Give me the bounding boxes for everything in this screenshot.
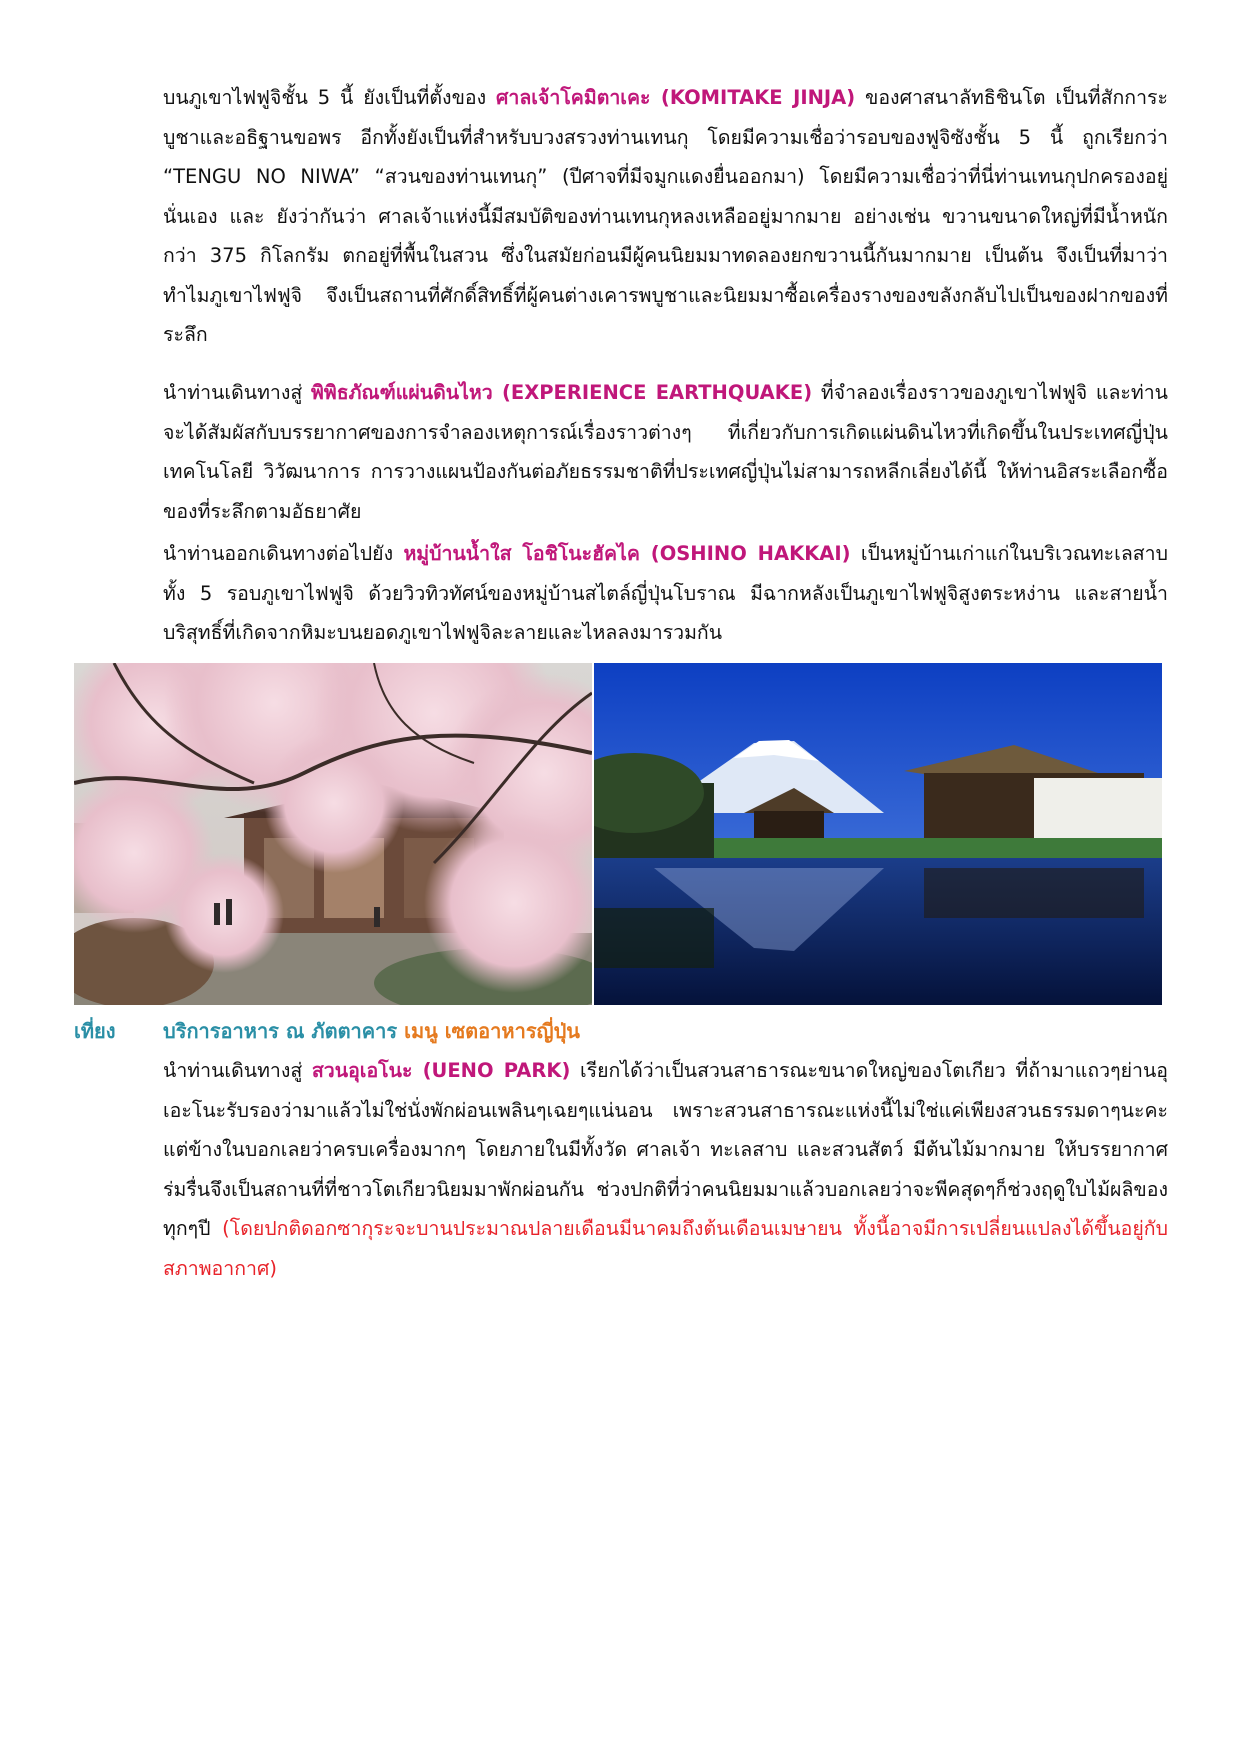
ueno-paragraph [163,1051,1168,1288]
komitake-intro: บนภูเขาไฟฟูจิชั้น 5 นี้ ยังเป็นที่ตั้งของ [163,86,496,109]
lunch-detail [163,1011,580,1051]
ueno-body: เรียกได้ว่าเป็นสวนสาธารณะขนาดใหญ่ของโตเกียว ที่ถ้ามาแถวๆย่านอุเอะโนะรับรองว่ามาแล้วไม่ใช่นั่งพักผ่อนเพลินๆเฉยๆแน่นอน เพราะสวนสาธารณะแห่งนี้ไม่ใช่แค่เพียงสวนธรรมดาๆนะคะ แต่ข้างในบอกเลยว่าครบเครื่องมากๆ โดยภายในมีทั้งวัด ศาลเจ้า ทะเลสาบ และสวนสัตว์ มีต้นไม้มากมาย ให้บรรยากาศร่มรื่นจึงเป็นสถานที่ที่ชาวโตเกียวนิยมมาพักผ่อนกัน ช่วงปกติที่ว่าคนนิยมมาแล้วบอกเลยว่าจะพีคสุดๆก็ช่วงฤดูใบไม้ผลิของทุกๆปี [163,1059,1169,1240]
sakura-note: (โดยปกติดอกซากุระจะบานประมาณปลายเดือนมีนาคมถึงต้นเดือนเมษายน ทั้งนี้อาจมีการเปลี่ยนแปลงได้ขึ้นอยู่กับสภาพอากาศ) [163,1217,1168,1280]
lunch-text: บริการอาหาร ณ ภัตตาคาร [163,1019,405,1043]
lunch-label: เที่ยง [74,1019,116,1043]
mount-fuji-pond-photo [594,663,1162,1005]
ueno-prefix: นำท่านเดินทางสู่ [163,1059,312,1082]
komitake-highlight: ศาลเจ้าโคมิตาเคะ (KOMITAKE JINJA) [496,86,856,109]
komitake-paragraph [163,78,1168,355]
earthquake-highlight: พิพิธภัณฑ์แผ่นดินไหว (EXPERIENCE EARTHQUAKE) [311,381,813,404]
lunch-menu: เมนู เซตอาหารญี่ปุ่น [404,1019,580,1043]
lunch-row [74,1011,1174,1051]
oshino-highlight: หมู่บ้านน้ำใส โอชิโนะฮัคไค (OSHINO HAKKAI) [403,542,851,565]
oshino-body: เป็นหมู่บ้านเก่าแก่ในบริเวณทะเลสาบทั้ง 5 รอบภูเขาไฟฟูจิ ด้วยวิวทิวทัศน์ของหมู่บ้านสไตล์ญี่ปุ่นโบราณ มีฉากหลังเป็นภูเขาไฟฟูจิสูงตระหง่าน และสายน้ำบริสุทธิ์ที่เกิดจากหิมะบนยอดภูเขาไฟฟูจิละลายและไหลลงมารวมกัน [163,542,1168,644]
oshino-prefix: นำท่านออกเดินทางต่อไปยัง [163,542,404,565]
cherry-blossom-village-photo [74,663,592,1005]
oshino-paragraph [163,534,1168,653]
earthquake-prefix: นำท่านเดินทางสู่ [163,381,312,404]
earthquake-body: ที่จำลองเรื่องราวของภูเขาไฟฟูจิ และท่านจะได้สัมผัสกับบรรยากาศของการจำลองเหตุการณ์เรื่องราวต่างๆ ที่เกี่ยวกับการเกิดแผ่นดินไหวที่เกิดขึ้นในประเทศญี่ปุ่น เทคโนโลยี วิวัฒนาการ การวางแผนป้องกันต่อภัยธรรมชาติที่ประเทศญี่ปุ่นไม่สามารถหลีกเลี่ยงได้นี้ ให้ท่านอิสระเลือกซื้อของที่ระลึกตามอัธยาศัย [163,381,1169,523]
komitake-body: ของศาสนาลัทธิชินโต เป็นที่สักการะบูชาและอธิฐานขอพร อีกทั้งยังเป็นที่สำหรับบวงสรวงท่านเทนกุ โดยมีความเชื่อว่ารอบของฟูจิซังชั้น 5 นี้ ถูกเรียกว่า “TENGU NO NIWA” “สวนของท่านเทนกุ” (ปีศาจที่มีจมูกแดงยื่นออกมา) โดยมีความเชื่อว่าที่นี่ท่านเทนกุปกครองอยู่นั่นเอง และ ยังว่ากันว่า ศาลเจ้าแห่งนี้มีสมบัติของท่านเทนกุหลงเหลืออยู่มากมาย อย่างเช่น ขวานขนาดใหญ่ที่มีน้ำหนักกว่า 375 กิโลกรัม ตกอยู่ที่พื้นในสวน ซึ่งในสมัยก่อนมีผู้คนนิยมมาทดลองยกขวานนี้กันมากมาย เป็นต้น จึงเป็นที่มาว่าทำไมภูเขาไฟฟูจิ จึงเป็นสถานที่ศักดิ์สิทธิ์ที่ผู้คนต่างเคารพบูชาและนิยมมาซื้อเครื่องรางของขลังกลับไปเป็นของฝากของที่ระลึก [163,86,1168,346]
earthquake-paragraph [163,373,1168,531]
photo-strip [74,663,1162,1005]
ueno-highlight: สวนอุเอโนะ (UENO PARK) [311,1059,571,1082]
